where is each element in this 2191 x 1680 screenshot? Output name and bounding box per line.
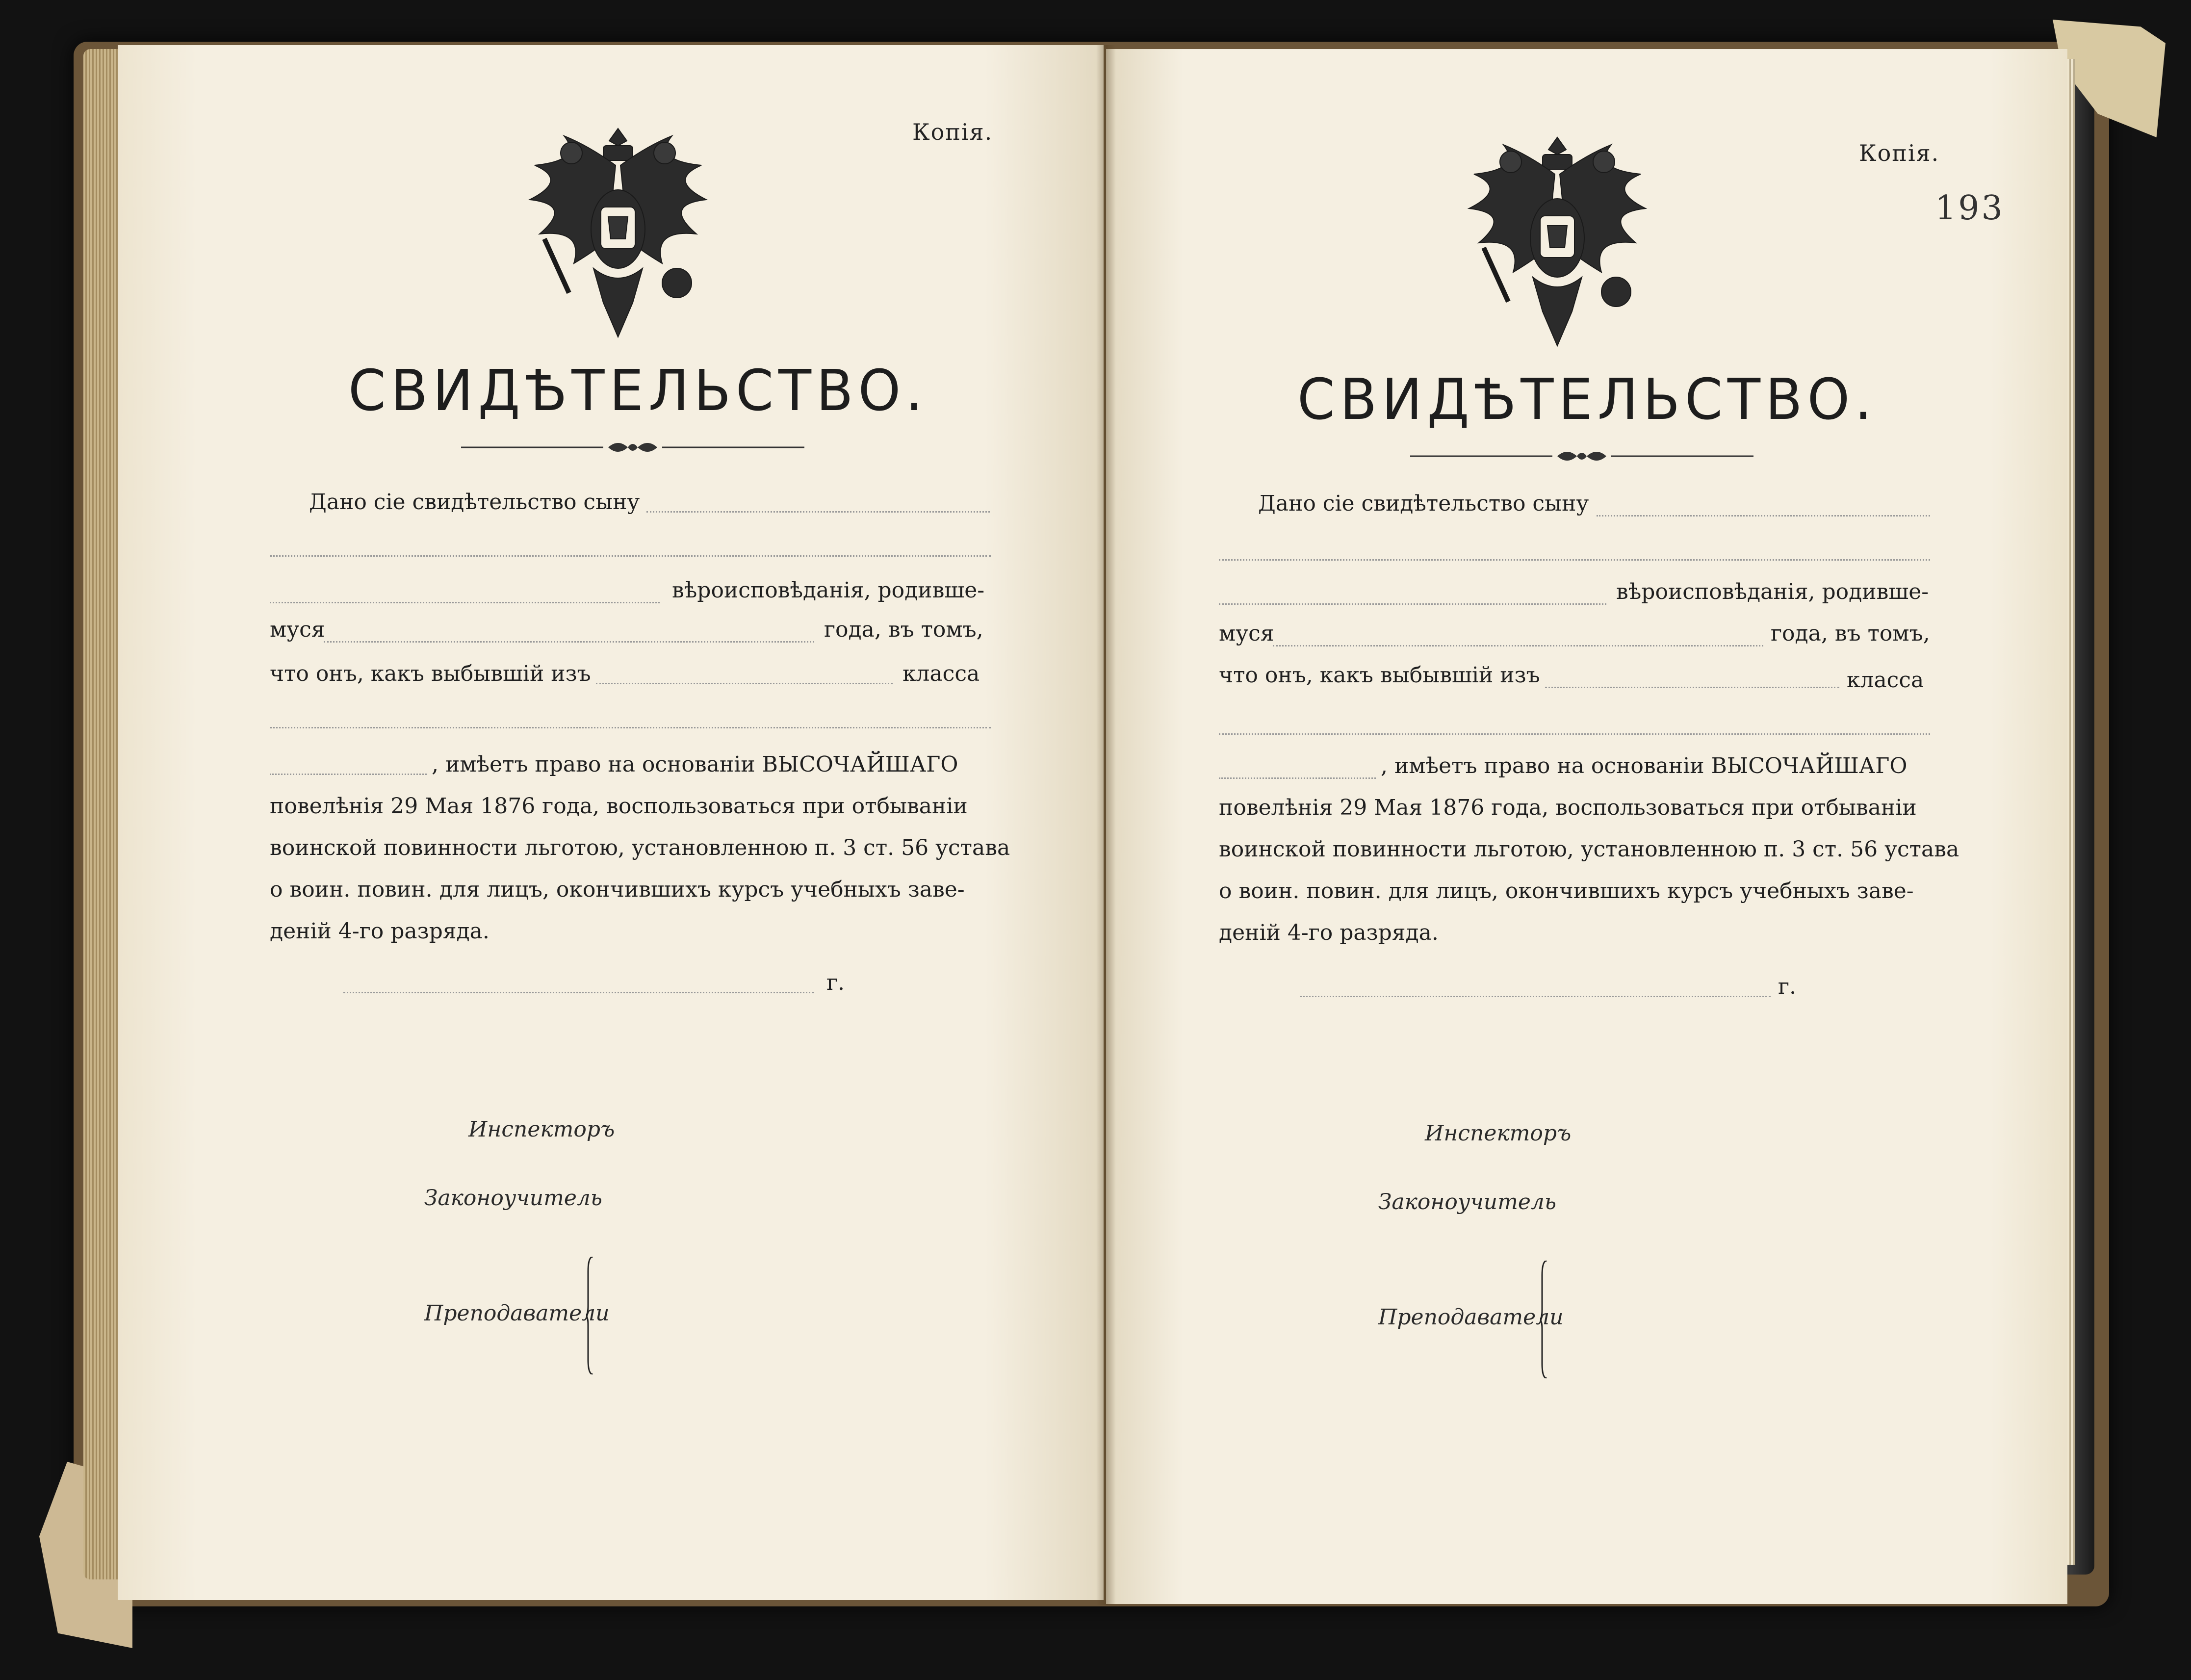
blank-date (343, 992, 814, 993)
date-suffix: г. (1778, 974, 1797, 999)
blank-line (1219, 733, 1930, 735)
blank-name (1597, 515, 1930, 517)
line-decree: повелѣнія 29 Мая 1876 года, воспользоваться при отбываніи (270, 794, 968, 819)
copy-label: Копія. (912, 119, 993, 145)
line-that-he: что онъ, какъ выбывшій изъ (270, 661, 591, 686)
line-religion: вѣроисповѣданія, родивше- (1616, 579, 1929, 604)
signature-inspector: Инспекторъ (1425, 1121, 1572, 1146)
signature-law-teacher: Законоучитель (1378, 1189, 1556, 1215)
blank-class (596, 683, 893, 684)
blank-line (270, 727, 991, 728)
blank-religion (270, 602, 660, 603)
ornamental-divider-icon (461, 438, 804, 457)
signature-inspector: Инспекторъ (468, 1117, 615, 1142)
line-that-he: что онъ, какъ выбывшій изъ (1219, 663, 1540, 688)
signature-teachers: Преподаватели (424, 1301, 610, 1326)
line-year: года, въ томъ, (1771, 621, 1930, 646)
blank-date (1300, 996, 1771, 997)
line-service: воинской повинности льготою, установленною п. 3 ст. 56 устава (270, 835, 1010, 860)
line-category: деній 4-го разряда. (1219, 920, 1439, 945)
blank-class (1545, 687, 1839, 688)
document-title: СВИДѢТЕЛЬСТВО. (1297, 366, 1877, 433)
blank-birth (324, 641, 814, 643)
imperial-eagle-icon (1454, 135, 1660, 351)
line-born: муся (1219, 621, 1274, 646)
document-title: СВИДѢТЕЛЬСТВО. (348, 357, 928, 424)
blank-school (1219, 777, 1376, 779)
book-spine (1096, 45, 1116, 1605)
line-service: воинской повинности льготою, установленною п. 3 ст. 56 устава (1219, 837, 1959, 862)
line-year: года, въ томъ, (824, 617, 983, 642)
line-religion: вѣроисповѣданія, родивше- (672, 578, 985, 603)
right-page (1106, 49, 2067, 1604)
blank-religion (1219, 603, 1606, 605)
line-born: муся (270, 617, 325, 642)
line-given-to-son: Дано сіе свидѣтельство сыну (309, 490, 640, 515)
signature-law-teacher: Законоучитель (424, 1186, 602, 1211)
page-number: 193 (1935, 189, 2005, 228)
blank-line (270, 555, 991, 557)
copy-label: Копія. (1859, 140, 1940, 166)
line-given-to-son: Дано сіе свидѣтельство сыну (1258, 491, 1589, 516)
line-statute: о воин. повин. для лицъ, окончившихъ курсъ учебныхъ заве- (270, 877, 965, 902)
line-class: класса (1847, 668, 1924, 693)
ornamental-divider-icon (1410, 446, 1753, 466)
blank-birth (1273, 645, 1763, 646)
line-category: деній 4-го разряда. (270, 919, 490, 944)
left-page (118, 45, 1104, 1600)
blank-line (1219, 559, 1930, 561)
signature-teachers: Преподаватели (1378, 1305, 1564, 1330)
date-suffix: г. (826, 970, 845, 995)
line-statute: о воин. повин. для лицъ, окончившихъ курсъ учебныхъ заве- (1219, 879, 1914, 904)
imperial-eagle-icon (515, 126, 721, 342)
line-right: , имѣетъ право на основаніи ВЫСОЧАЙШАГО (1381, 753, 1907, 778)
brace-icon (586, 1257, 596, 1374)
line-class: класса (902, 661, 980, 686)
brace-icon (1540, 1261, 1550, 1378)
line-decree: повелѣнія 29 Мая 1876 года, воспользоваться при отбываніи (1219, 795, 1917, 820)
line-right: , имѣетъ право на основаніи ВЫСОЧАЙШАГО (432, 752, 958, 777)
blank-school (270, 774, 427, 775)
blank-name (646, 511, 990, 513)
